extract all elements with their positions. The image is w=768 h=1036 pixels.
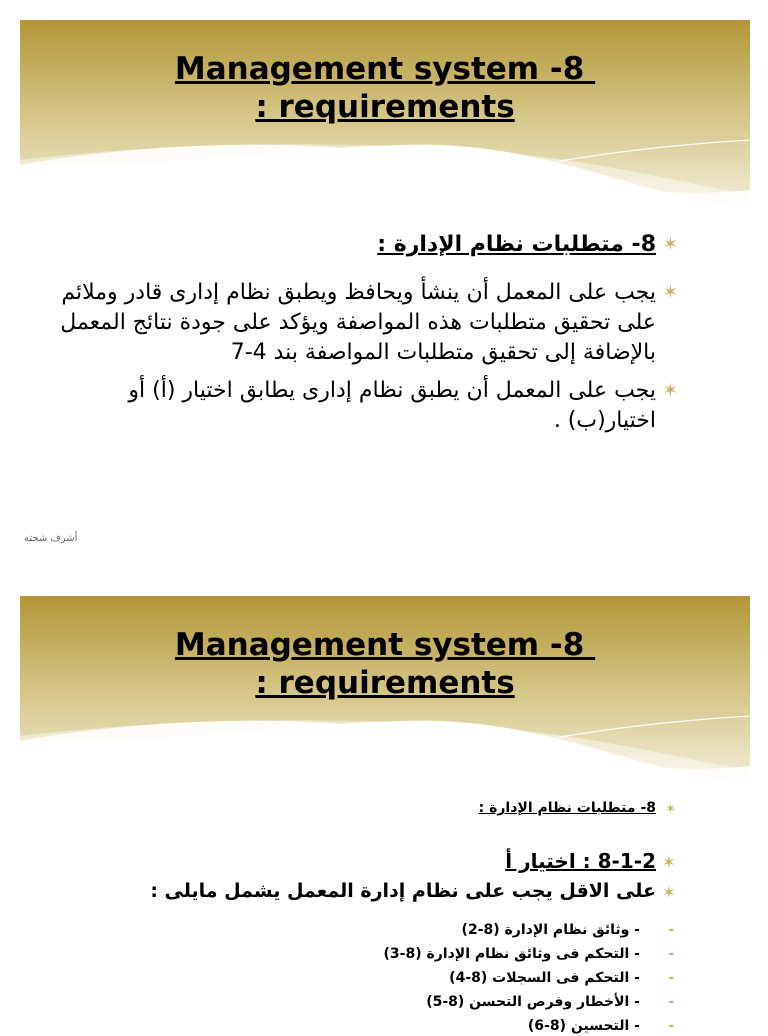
slide-title [20,626,750,702]
slide-2 [20,596,750,1036]
bullet-item [56,278,678,368]
sub-bullet-item [80,966,674,990]
title-line-1: Management system -8 [174,627,596,663]
sub-bullet-item [80,918,674,942]
bullet-item [36,876,676,906]
slide-header-banner [20,20,750,220]
bullet-text: على الاقل يجب على نظام إدارة المعمل يشمل مايلى : [150,880,656,902]
slide-header-banner [20,596,750,796]
star-bullet-icon: ✶ [661,853,676,873]
star-bullet-icon: ✶ [661,883,676,903]
sub-bullet-item [80,942,674,966]
bullet-text: 8- متطلبات نظام الإدارة : [478,800,656,816]
title-line-2: : requirements [255,89,515,125]
bullet-item [56,376,678,436]
slide-1 [20,20,750,565]
sub-bullet-item [80,990,674,1014]
bullet-item [56,230,678,260]
sub-bullet-text: - التحكم فى وثائق نظام الإدارة (8-3) [383,946,640,962]
sub-bullet-text: - التحكم فى السجلات (8-4) [449,970,640,986]
sub-bullet-text: - وثائق نظام الإدارة (8-2) [461,922,640,938]
title-line-1: Management system -8 [174,51,596,87]
dash-bullet-icon: - [668,922,674,938]
bullet-list [56,230,678,436]
title-line-2: : requirements [255,665,515,701]
sub-bullet-list [80,918,674,1036]
slide-footer-author: أشرف شحته [24,533,78,544]
bullet-text: يجب على المعمل أن يطبق نظام إدارى يطابق اختيار (أ) أو اختيار(ب) . [128,378,656,433]
sub-bullet-text: - التحسين (8-6) [527,1018,640,1034]
dash-bullet-icon: - [668,994,674,1010]
dash-bullet-icon: - [668,970,674,986]
bullet-text: يجب على المعمل أن ينشأ ويحافظ ويطبق نظام إدارى قادر وملائم على تحقيق متطلبات هذه المواصفة ويؤكد على جودة نتائج المعمل بالإضافة إلى تحقيق متطلبات المواصفة بند 4-7 [60,280,656,365]
slide-title [20,50,750,126]
sub-bullet-text: - الأخطار وفرص التحسن (8-5) [426,994,640,1010]
bullet-list [36,796,676,906]
star-bullet-icon: ✶ [662,234,678,255]
sub-bullet-item [80,1014,674,1036]
bullet-item [36,846,676,876]
star-bullet-icon: ✶ [665,802,676,817]
star-bullet-icon: ✶ [662,282,678,303]
dash-bullet-icon: - [668,946,674,962]
dash-bullet-icon: - [668,1018,674,1034]
bullet-text: 8- متطلبات نظام الإدارة : [377,232,656,257]
bullet-text: 8-1-2 : اختيار أ [505,849,656,873]
bullet-item [36,796,676,820]
star-bullet-icon: ✶ [662,380,678,401]
